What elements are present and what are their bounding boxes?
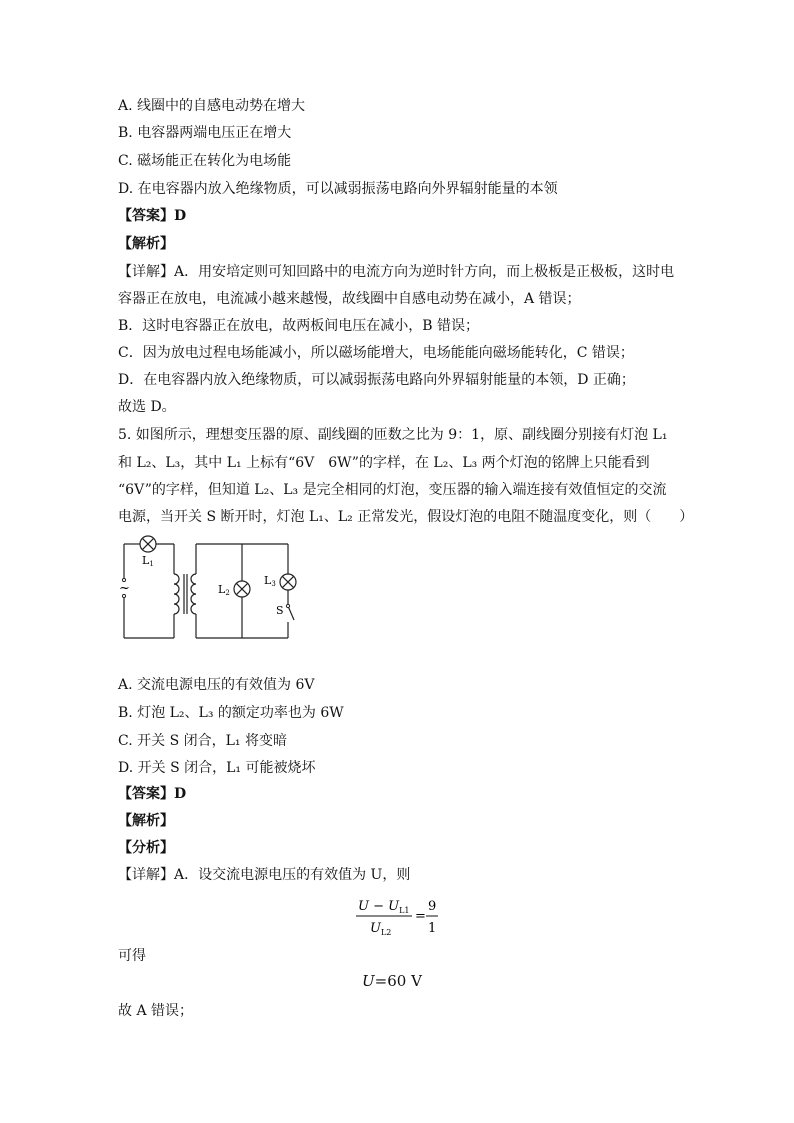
q4-option-b: B. 电容器两端电压正在增大: [118, 125, 292, 141]
transformer-circuit-diagram: [114, 534, 310, 646]
result-rest: =60 V: [374, 972, 422, 990]
q4-option-a: A. 线圈中的自感电动势在增大: [118, 98, 306, 114]
q4-detail-5: D．在电容器内放入绝缘物质，可以减弱振荡电路向外界辐射能量的本领，D 正确；: [118, 372, 635, 388]
q4-detail-1: 【详解】A．用安培定则可知回路中的电流方向为逆时针方向，而上极板是正极板，这时电: [118, 264, 675, 280]
q5-stem-4: 电源，当开关 S 断开时，灯泡 L₁、L₂ 正常发光，假设灯泡的电阻不随温度变化，则（ ）: [118, 509, 694, 525]
label-l2: L2: [218, 583, 230, 597]
q5-option-b: B. 灯泡 L₂、L₃ 的额定功率也为 6W: [118, 705, 344, 721]
q4-detail-2: 容器正在放电，电流减小越来越慢，故线圈中自感电动势在减小，A 错误；: [118, 291, 581, 307]
q5-option-a: A. 交流电源电压的有效值为 6V: [118, 677, 315, 693]
q4-detail-4: C．因为放电过程电场能减小，所以磁场能增大，电场能能向磁场能转化，C 错误；: [118, 345, 634, 361]
q5-stem-3: “6V”的字样，但知道 L₂、L₃ 是完全相同的灯泡，变压器的输入端连接有效值恒定的交流: [118, 482, 667, 498]
q5-stem-1: 5. 如图所示，理想变压器的原、副线圈的匝数之比为 9：1，原、副线圈分别接有灯泡 L₁: [118, 427, 668, 443]
label-l3: L3: [264, 574, 276, 588]
label-l1: L1: [142, 554, 154, 568]
q4-option-d: D. 在电容器内放入绝缘物质，可以减弱振荡电路向外界辐射能量的本领: [118, 181, 558, 197]
result-var: U: [362, 972, 375, 990]
label-switch-s: S: [276, 604, 284, 617]
ac-source-symbol: ~: [119, 581, 130, 596]
q5-answer: 【答案】D: [118, 786, 187, 802]
voltage-ratio-formula: [354, 894, 450, 938]
q4-analysis-tag: 【解析】: [118, 236, 174, 252]
formula-right-den: 1: [428, 921, 437, 936]
formula-right-num: 9: [428, 899, 437, 914]
q4-detail-3: B．这时电容器正在放电，故两板间电压在减小，B 错误；: [118, 318, 480, 334]
formula-numerator: $U - U_{L1}$: [358, 899, 410, 915]
q5-option-c: C. 开关 S 闭合，L₁ 将变暗: [118, 733, 287, 749]
q4-option-c: C. 磁场能正在转化为电场能: [118, 153, 292, 169]
formula-denominator: $U_{L2}$: [370, 921, 392, 937]
kede-text: 可得: [118, 948, 146, 964]
q4-detail-6: 故选 D。: [118, 399, 176, 415]
q5-detail-intro: 【详解】A．设交流电源电压的有效值为 U，则: [118, 867, 411, 883]
q5-option-d: D. 开关 S 闭合，L₁ 可能被烧坏: [118, 760, 316, 776]
q5-analysis-tag: 【解析】: [118, 813, 174, 829]
q4-answer: 【答案】D: [118, 208, 187, 224]
result-equation: [362, 972, 422, 990]
q5-analysis-sub: 【分析】: [118, 840, 174, 856]
q5-stem-2: 和 L₂、L₃，其中 L₁ 上标有“6V 6W”的字样，在 L₂、L₃ 两个灯泡的铭牌上只能看到: [118, 455, 650, 471]
conclusion-a: 故 A 错误；: [118, 1003, 194, 1019]
formula-equals: =: [415, 909, 426, 924]
